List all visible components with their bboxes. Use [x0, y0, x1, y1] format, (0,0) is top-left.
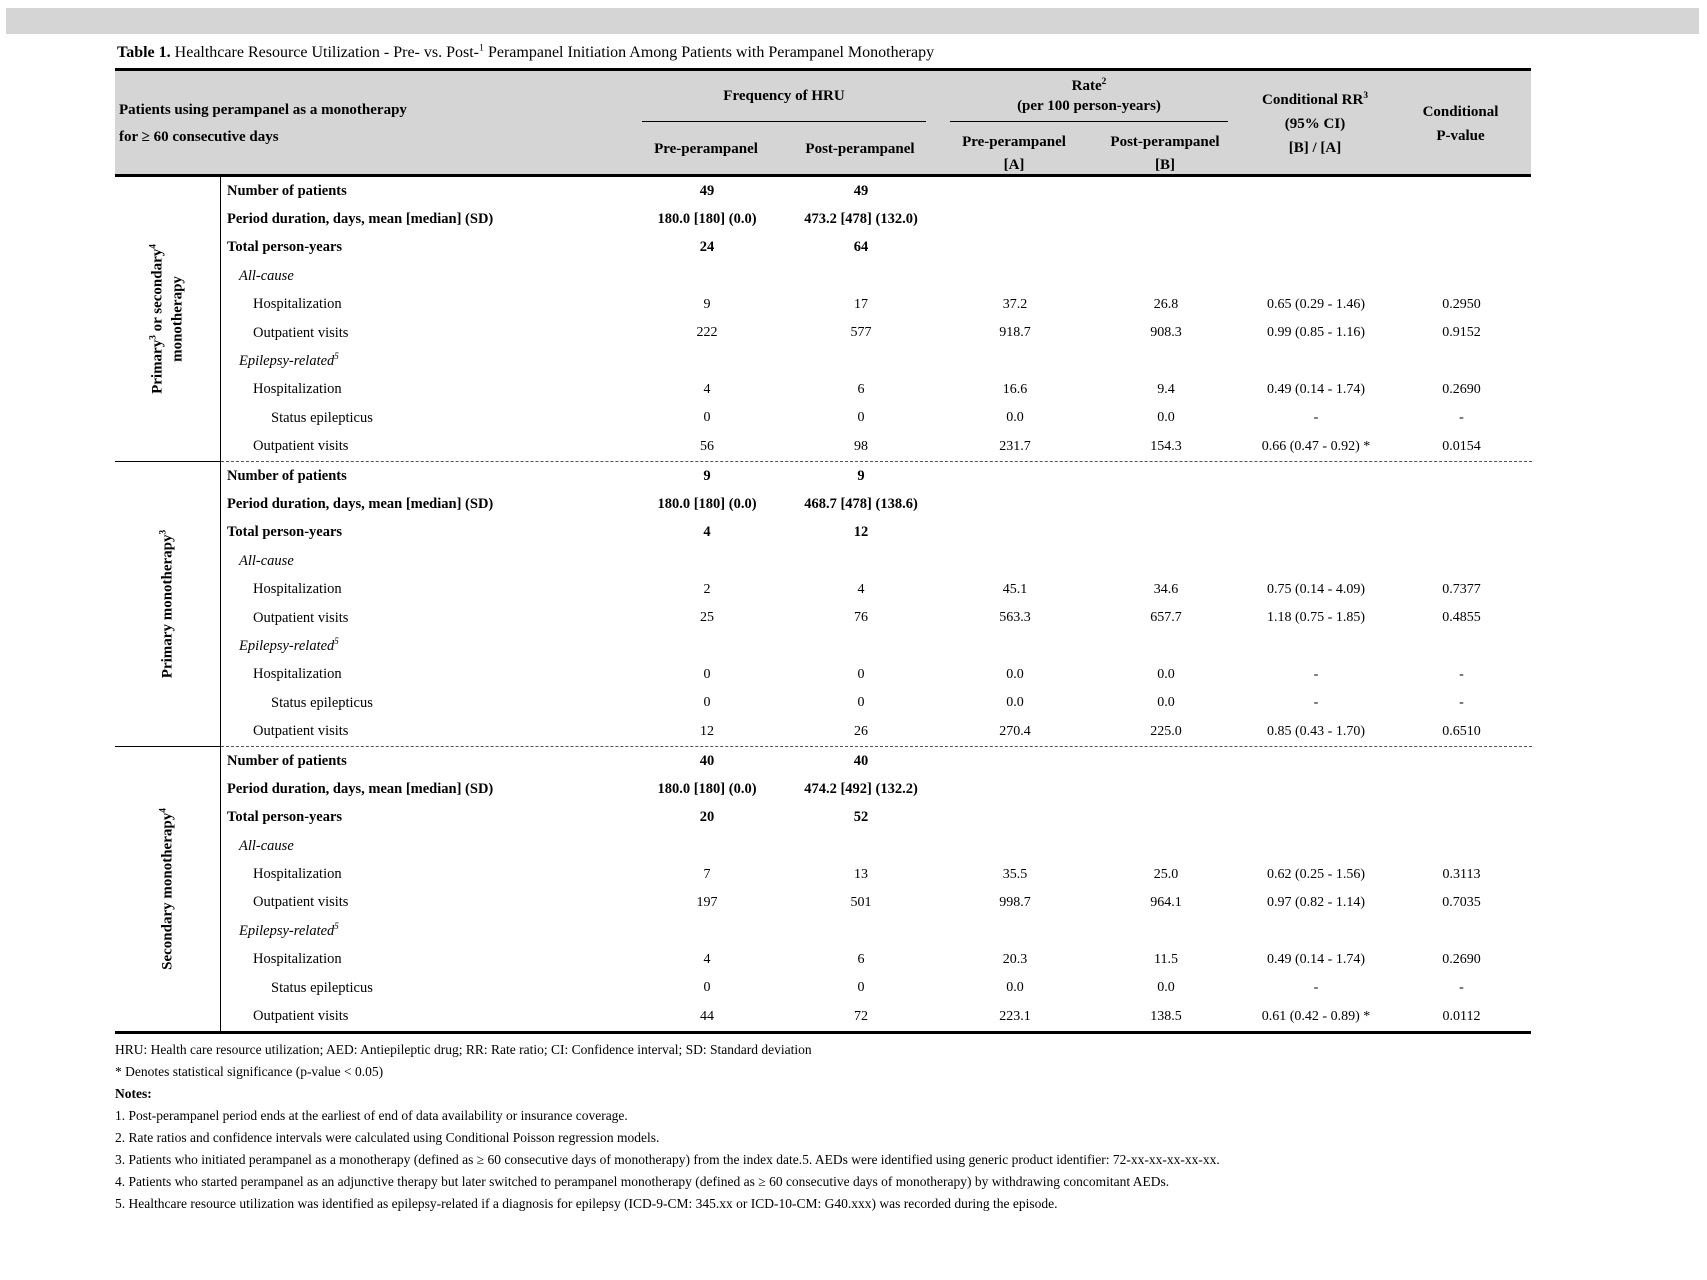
row-label: Outpatient visits: [253, 723, 349, 740]
header-rr-line-2: (95% CI): [1284, 115, 1346, 132]
table-row: [221, 974, 1532, 1002]
header-rate-pre-perampanel: [938, 122, 1090, 176]
cell-value: 12: [700, 723, 714, 739]
cell-value: -: [1313, 695, 1319, 711]
header-frequency-label: Frequency of HRU: [723, 87, 845, 104]
header-frequency-group: [630, 71, 938, 176]
section-group-label-line-2: monotherapy: [168, 276, 185, 362]
cell-value: 180.0 [180] (0.0): [657, 211, 757, 228]
cell-value: 0.0154: [1442, 438, 1481, 454]
table-page: [115, 44, 1531, 1219]
section-group-superscript: 3: [148, 335, 158, 340]
header-rate-label: [938, 71, 1240, 121]
footnote-abbreviations: HRU: Health care resource utilization; AED: Antiepileptic drug; RR: Rate ratio; CI: Confidence interval; SD: Standard deviation: [115, 1041, 812, 1057]
row-label: Epilepsy-related$^5$: [239, 351, 339, 370]
cell-value: 0.0: [1157, 410, 1175, 426]
cell-value: 4: [857, 581, 865, 597]
cell-value: 4: [703, 381, 711, 397]
table-header: [115, 68, 1531, 177]
row-label: Hospitalization: [253, 866, 342, 883]
header-rate-subcolumns: [938, 122, 1240, 176]
cell-value: 6: [857, 381, 865, 397]
header-stub-line-1: Patients using perampanel as a monotherapy: [119, 102, 407, 119]
cell-value: 231.7: [999, 438, 1031, 454]
table-title-number: Table 1.: [117, 44, 171, 61]
row-label: Status epilepticus: [271, 694, 373, 711]
row-label: Number of patients: [227, 467, 347, 484]
cell-value: 0.85 (0.43 - 1.70): [1267, 723, 1365, 739]
cell-value: 64: [853, 239, 869, 256]
cell-value: 0.2950: [1442, 296, 1481, 312]
footnote-note-4: 4. Patients who started perampanel as an adjunctive therapy but later switched to perampanel monotherapy (defined as ≥ 60 consecutive days of monotherapy) by withdrawing concomitant AEDs.: [115, 1173, 1170, 1189]
cell-value: -: [1313, 980, 1319, 996]
cell-value: 45.1: [1002, 581, 1028, 597]
row-label: All-cause: [239, 267, 294, 284]
cell-value: 9: [703, 467, 711, 484]
section-primary-monotherapy: [115, 462, 1531, 747]
row-label: Outpatient visits: [253, 609, 349, 626]
footnotes: [115, 1034, 1531, 1211]
cell-value: -: [1313, 410, 1319, 426]
row-label: All-cause: [239, 552, 294, 569]
cell-value: -: [1313, 666, 1319, 682]
cell-value: 40: [699, 752, 715, 769]
header-stub: [115, 71, 630, 176]
cell-value: 44: [700, 1008, 714, 1024]
row-label: Epilepsy-related$^5$: [239, 636, 339, 654]
table-title-text-1: Healthcare Resource Utilization - Pre- vs. Post-: [170, 44, 480, 61]
row-label: Outpatient visits: [253, 1008, 349, 1025]
row-label: Outpatient visits: [253, 324, 349, 341]
cell-value: 222: [696, 325, 718, 341]
table-row: [221, 376, 1532, 404]
cell-value: 2: [703, 581, 711, 597]
table-row: [221, 832, 1532, 860]
header-rate-label-line-2: (per 100 person-years): [1017, 98, 1161, 114]
cell-value: 0.0: [1006, 410, 1024, 426]
cell-value: 0: [703, 695, 711, 711]
cell-value: 577: [850, 325, 872, 341]
cell-value: 25.0: [1153, 866, 1179, 882]
header-frequency-subcolumns: [630, 122, 938, 176]
section-rows: [221, 747, 1532, 1031]
cell-value: 270.4: [999, 723, 1031, 739]
header-freq-pre-perampanel: Pre-perampanel: [654, 140, 758, 157]
row-label: Status epilepticus: [271, 409, 373, 426]
cell-value: 9: [857, 467, 865, 484]
cell-value: 154.3: [1150, 438, 1182, 454]
table-row: [221, 946, 1532, 974]
cell-value: 72: [854, 1008, 868, 1024]
row-label-superscript: 5: [334, 636, 339, 647]
cell-value: 0.62 (0.25 - 1.56): [1267, 866, 1365, 882]
cell-value: -: [1459, 695, 1464, 711]
section-group-superscript: 4: [157, 807, 168, 813]
row-label: All-cause: [239, 837, 294, 854]
row-label: Number of patients: [227, 752, 347, 769]
cell-value: 0.7035: [1442, 894, 1481, 910]
header-rate-pre-line-1: Pre-perampanel: [962, 134, 1066, 150]
header-p-line-1: Conditional: [1422, 103, 1499, 120]
table-row: [221, 604, 1532, 632]
header-freq-post-perampanel: Post-perampanel: [805, 140, 915, 157]
cell-value: 0.0: [1157, 980, 1175, 996]
header-rate-word: Rate: [1071, 77, 1102, 94]
cell-value: -: [1459, 980, 1464, 996]
table-row: [221, 747, 1532, 775]
table-row: [221, 490, 1532, 518]
table-row: [221, 717, 1532, 745]
header-rr-superscript: 3: [1363, 90, 1368, 101]
hru-table: [115, 68, 1531, 1034]
section-group-label: [158, 808, 178, 970]
row-label: Hospitalization: [253, 381, 342, 398]
table-row: [221, 661, 1532, 689]
table-row: [221, 632, 1532, 660]
row-label: Hospitalization: [253, 296, 342, 313]
table-row: [221, 889, 1532, 917]
cell-value: 0: [703, 980, 711, 996]
cell-value: 9.4: [1157, 381, 1175, 397]
cell-value: 52: [853, 809, 869, 826]
cell-value: 26: [854, 723, 868, 739]
cell-value: 0.0112: [1442, 1008, 1481, 1024]
table-row: [221, 319, 1532, 347]
section-group-label-line-1: Primary monotherapy$^3$: [157, 529, 175, 679]
cell-value: 26.8: [1153, 296, 1179, 312]
cell-value: 9: [703, 296, 711, 312]
footnote-significance: * Denotes statistical significance (p-value < 0.05): [115, 1063, 384, 1079]
table-row: [221, 804, 1532, 832]
section-group-cell: [115, 177, 221, 462]
row-label: Total person-years: [227, 239, 343, 256]
cell-value: 35.5: [1002, 866, 1028, 882]
section-primary-or-secondary-monotherapy: [115, 177, 1531, 462]
header-rate-label-line-1: [1072, 76, 1107, 96]
header-rate-group: [938, 71, 1240, 176]
cell-value: 0: [857, 980, 865, 996]
table-row: [221, 205, 1532, 233]
table-row: [221, 462, 1532, 490]
header-rr-text: Conditional RR: [1262, 91, 1364, 108]
cell-value: 56: [700, 438, 714, 454]
header-rate-pre-line-2: [A]: [1003, 156, 1025, 173]
table-title-text-2: Perampanel Initiation Among Patients with Perampanel Monotherapy: [483, 44, 935, 61]
cell-value: 180.0 [180] (0.0): [657, 495, 757, 512]
cell-value: 0.0: [1006, 980, 1024, 996]
cell-value: 0: [857, 410, 865, 426]
cell-value: 37.2: [1002, 296, 1028, 312]
table-row: [221, 347, 1532, 375]
header-rr-line-1: [1262, 88, 1368, 112]
table-row: [221, 575, 1532, 603]
section-group-cell: [115, 462, 221, 747]
cell-value: 657.7: [1150, 610, 1182, 626]
table-row: [221, 291, 1532, 319]
table-row: [221, 234, 1532, 262]
table-row: [221, 519, 1532, 547]
cell-value: 4: [703, 524, 711, 541]
cell-value: 1.18 (0.75 - 1.85): [1267, 610, 1365, 626]
row-label: Hospitalization: [253, 951, 342, 968]
section-group-cell: [115, 747, 221, 1031]
cell-value: 0: [857, 666, 865, 682]
cell-value: 20: [699, 809, 715, 826]
cell-value: 225.0: [1150, 723, 1182, 739]
row-label-superscript: 5: [334, 921, 339, 932]
row-label: Total person-years: [227, 524, 343, 541]
section-rows: [221, 177, 1532, 462]
cell-value: 0.61 (0.42 - 0.89) *: [1261, 1008, 1371, 1024]
cell-value: 0.0: [1157, 695, 1175, 711]
row-label: Outpatient visits: [253, 438, 349, 455]
cell-value: 40: [853, 752, 869, 769]
header-conditional-rr: [1240, 71, 1390, 176]
row-label: Number of patients: [227, 182, 347, 199]
table-row: [221, 1002, 1532, 1030]
cell-value: 918.7: [999, 325, 1031, 341]
cell-value: 0: [857, 695, 865, 711]
cell-value: 4: [703, 951, 711, 967]
section-group-label-line-1: Secondary monotherapy$^4$: [157, 807, 175, 970]
cell-value: 49: [699, 182, 715, 199]
row-label: Outpatient visits: [253, 894, 349, 911]
footnote-notes-label: Notes:: [115, 1085, 152, 1101]
footnote-note-2: 2. Rate ratios and confidence intervals were calculated using Conditional Poisson regression models.: [115, 1129, 660, 1145]
row-label: Hospitalization: [253, 666, 342, 683]
cell-value: 0.0: [1157, 666, 1175, 682]
cell-value: 998.7: [999, 894, 1031, 910]
section-rows: [221, 462, 1532, 747]
table-row: [221, 404, 1532, 432]
header-rate-superscript: 2: [1101, 76, 1107, 87]
table-row: [221, 433, 1532, 461]
cell-value: 0.0: [1006, 695, 1024, 711]
cell-value: 0: [703, 666, 711, 682]
row-label: Status epilepticus: [271, 979, 373, 996]
header-rate-post-perampanel: [1090, 122, 1240, 176]
cell-value: 0.99 (0.85 - 1.16): [1267, 325, 1365, 341]
cell-value: 468.7 [478] (138.6): [804, 495, 918, 512]
cell-value: 6: [857, 951, 865, 967]
footnote-note-3: 3. Patients who initiated perampanel as a monotherapy (defined as ≥ 60 consecutive days of monotherapy) from the index date.5. AEDs were identified using generic product identifier: 72-xx-xx-xx-xx-xx.: [115, 1151, 1220, 1167]
header-rate-post-line-2: [B]: [1155, 156, 1175, 173]
cell-value: 7: [703, 866, 711, 882]
table-row: [221, 689, 1532, 717]
row-label: Total person-years: [227, 809, 343, 826]
cell-value: -: [1459, 666, 1464, 682]
cell-value: 197: [696, 894, 718, 910]
cell-value: 20.3: [1002, 951, 1028, 967]
row-label: Epilepsy-related$^5$: [239, 921, 339, 939]
cell-value: 908.3: [1150, 325, 1182, 341]
table-row: [221, 177, 1532, 205]
cell-value: 17: [854, 296, 868, 312]
row-label: Period duration, days, mean [median] (SD): [227, 211, 494, 228]
section-group-label: [158, 530, 178, 678]
top-gray-bar: [6, 8, 1699, 34]
cell-value: 0.7377: [1442, 581, 1481, 597]
table-row: [221, 262, 1532, 290]
section-group-label: [148, 244, 187, 394]
table-body: [115, 177, 1531, 1034]
cell-value: 0.4855: [1442, 610, 1481, 626]
table-row: [221, 775, 1532, 803]
footnote-note-5: 5. Healthcare resource utilization was identified as epilepsy-related if a diagnosis for epilepsy (ICD-9-CM: 345.xx or ICD-10-CM: G40.xxx) was recorded during the episode.: [115, 1195, 1058, 1211]
cell-value: 0.49 (0.14 - 1.74): [1267, 951, 1365, 967]
cell-value: 180.0 [180] (0.0): [657, 780, 757, 797]
section-secondary-monotherapy: [115, 747, 1531, 1031]
cell-value: 964.1: [1150, 894, 1182, 910]
row-label: Period duration, days, mean [median] (SD): [227, 780, 494, 797]
cell-value: 16.6: [1002, 381, 1028, 397]
row-label-superscript: 5: [334, 351, 339, 362]
cell-value: 0: [703, 410, 711, 426]
cell-value: 12: [853, 524, 869, 541]
cell-value: 0.75 (0.14 - 4.09): [1267, 581, 1365, 597]
cell-value: 0.97 (0.82 - 1.14): [1267, 894, 1365, 910]
header-rr-line-3: [B] / [A]: [1288, 139, 1342, 156]
header-p-line-2: P-value: [1436, 127, 1485, 144]
cell-value: 49: [853, 182, 869, 199]
cell-value: 25: [700, 610, 714, 626]
section-group-label-line-1: Primary$^3$ or secondary$^4$: [148, 244, 165, 394]
cell-value: 0.9152: [1442, 325, 1481, 341]
cell-value: -: [1459, 410, 1464, 426]
row-label: Hospitalization: [253, 581, 342, 598]
cell-value: 0.66 (0.47 - 0.92) *: [1261, 438, 1371, 454]
footnote-note-1: 1. Post-perampanel period ends at the earliest of end of data availability or insurance coverage.: [115, 1107, 628, 1123]
cell-value: 11.5: [1154, 951, 1178, 967]
table-title-superscript: 1: [479, 42, 484, 54]
cell-value: 138.5: [1150, 1008, 1182, 1024]
header-conditional-p-value: [1390, 71, 1531, 176]
cell-value: 13: [854, 866, 868, 882]
cell-value: 223.1: [999, 1008, 1031, 1024]
cell-value: 0.65 (0.29 - 1.46): [1267, 296, 1365, 312]
cell-value: 34.6: [1153, 581, 1179, 597]
header-stub-line-2: for ≥ 60 consecutive days: [119, 128, 279, 145]
cell-value: 501: [850, 894, 872, 910]
table-row: [221, 917, 1532, 945]
cell-value: 76: [854, 610, 868, 626]
table-row: [221, 547, 1532, 575]
cell-value: 98: [854, 438, 868, 454]
cell-value: 0.3113: [1442, 866, 1481, 882]
cell-value: 473.2 [478] (132.0): [804, 211, 918, 228]
cell-value: 0.2690: [1442, 381, 1481, 397]
cell-value: 563.3: [999, 610, 1031, 626]
header-rate-post-line-1: Post-perampanel: [1110, 134, 1220, 150]
table-title: [117, 44, 1531, 62]
row-label: Period duration, days, mean [median] (SD): [227, 495, 494, 512]
cell-value: 0.49 (0.14 - 1.74): [1267, 381, 1365, 397]
cell-value: 0.2690: [1442, 951, 1481, 967]
section-group-superscript: 3: [157, 529, 168, 535]
table-row: [221, 860, 1532, 888]
cell-value: 0.0: [1006, 666, 1024, 682]
cell-value: 474.2 [492] (132.2): [804, 780, 918, 797]
cell-value: 0.6510: [1442, 723, 1481, 739]
cell-value: 24: [699, 239, 715, 256]
section-group-superscript: 4: [148, 244, 158, 249]
